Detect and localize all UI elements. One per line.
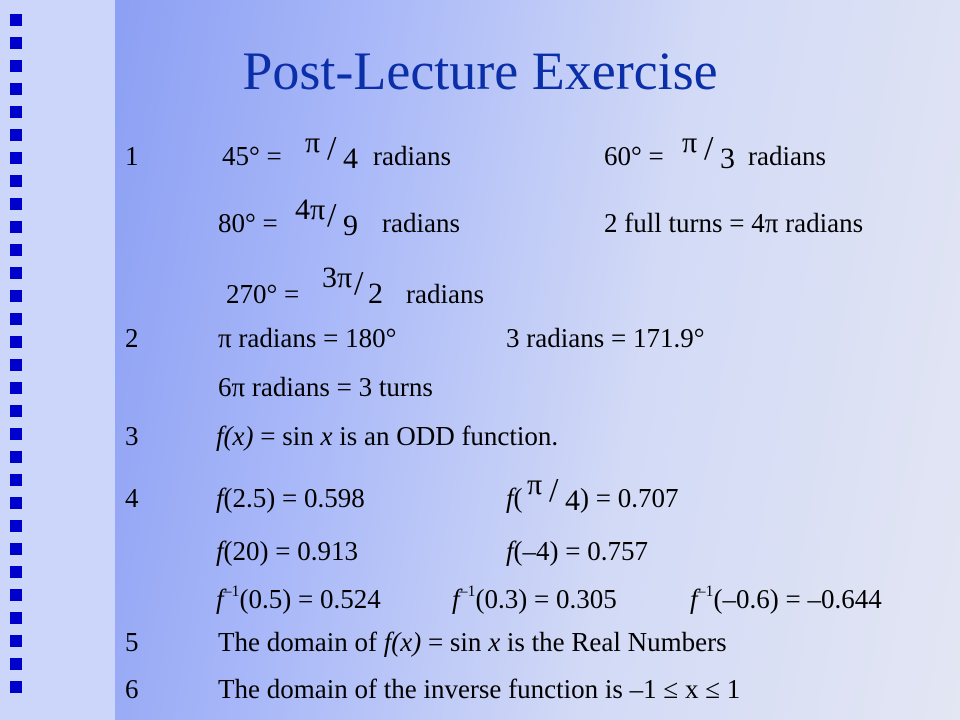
q4-g: [690, 584, 882, 619]
q5-mid: = sin: [421, 627, 489, 657]
q2-number: 2: [125, 323, 139, 353]
bullet-square: [10, 267, 22, 279]
q4-g-sup: –1: [697, 583, 714, 600]
bullet-square: [10, 658, 22, 670]
q4-e-f: f: [216, 584, 224, 614]
q4-e: [216, 584, 381, 619]
q1-c-unit: radians: [382, 208, 460, 238]
bullet-square: [10, 175, 22, 187]
bullet-square: [10, 635, 22, 647]
q4-a: [216, 483, 365, 513]
q1-number: 1: [125, 141, 139, 171]
fraction-slash: /: [327, 197, 337, 234]
fraction-slash: /: [549, 472, 559, 509]
bullet-square: [10, 451, 22, 463]
bullet-square: [10, 129, 22, 141]
q4-number: 4: [125, 483, 139, 513]
fraction-numerator: π: [305, 126, 321, 159]
fraction-denominator: 4: [565, 484, 580, 517]
bullet-square: [10, 520, 22, 532]
fraction-denominator: 2: [368, 277, 383, 310]
fraction-denominator: 4: [343, 142, 358, 175]
bullet-square: [10, 290, 22, 302]
bullet-square: [10, 543, 22, 555]
q4-b-f: f: [506, 483, 514, 513]
bullet-square: [10, 313, 22, 325]
bullet-square: [10, 681, 22, 693]
q4-g-rest: (–0.6) = –0.644: [713, 584, 882, 614]
q3-statement: [216, 421, 558, 451]
q1-e-lhs: 270° =: [226, 279, 300, 309]
q5-number: 5: [125, 627, 139, 657]
q4-c: [216, 536, 358, 566]
q2-c: 6π radians = 3 turns: [218, 372, 433, 402]
fraction-denominator: 3: [720, 142, 735, 175]
q3-number: 3: [125, 421, 139, 451]
q4-f-rest: (0.3) = 0.305: [475, 584, 617, 614]
bullet-square: [10, 497, 22, 509]
fraction-slash: /: [704, 130, 714, 167]
q4-c-rest: (20) = 0.913: [223, 536, 358, 566]
fraction-numerator: π: [527, 468, 543, 501]
bullet-square: [10, 405, 22, 417]
q1-b-unit: radians: [748, 141, 826, 171]
q5-statement: [218, 627, 727, 657]
decorative-sidebar: [0, 0, 115, 720]
bullet-square: [10, 359, 22, 371]
bullet-square: [10, 106, 22, 118]
q1-e-unit: radians: [406, 279, 484, 309]
bullet-square: [10, 14, 22, 26]
q1-a-lhs: 45° =: [222, 141, 282, 171]
q4-f: [452, 584, 617, 619]
q3-fx: f(x): [216, 421, 254, 451]
bullet-square: [10, 566, 22, 578]
q3-rest: is an ODD function.: [332, 421, 559, 451]
fraction-numerator: π: [682, 126, 698, 159]
q1-c-lhs: 80° =: [218, 208, 278, 238]
q4-d-rest: (–4) = 0.757: [513, 536, 648, 566]
q4-b-open: [506, 483, 523, 513]
bullet-square: [10, 382, 22, 394]
q4-c-f: f: [216, 536, 224, 566]
q4-b-close: ) = 0.707: [580, 483, 679, 513]
q3-x: x: [320, 421, 333, 451]
bullet-square: [10, 474, 22, 486]
fraction-slash: /: [327, 130, 337, 167]
bullet-square: [10, 221, 22, 233]
q4-g-f: f: [690, 584, 698, 614]
bullet-square: [10, 589, 22, 601]
q2-a: π radians = 180°: [218, 323, 397, 353]
q4-f-f: f: [452, 584, 460, 614]
bullet-square: [10, 198, 22, 210]
bullet-square: [10, 244, 22, 256]
bullet-square: [10, 428, 22, 440]
q4-e-sup: –1: [223, 583, 240, 600]
bullet-square: [10, 152, 22, 164]
q5-pre: The domain of: [218, 627, 384, 657]
q2-b: 3 radians = 171.9°: [506, 323, 705, 353]
q4-a-rest: (2.5) = 0.598: [223, 483, 365, 513]
fraction-numerator: 3π: [322, 261, 353, 294]
fraction-slash: /: [354, 265, 364, 302]
q4-d: [506, 536, 648, 566]
slide-title: Post-Lecture Exercise: [242, 41, 718, 101]
q4-f-sup: –1: [459, 583, 476, 600]
q4-e-rest: (0.5) = 0.524: [239, 584, 381, 614]
q3-text: = sin: [253, 421, 321, 451]
q4-b-paren: (: [513, 483, 523, 513]
q4-a-f: f: [216, 483, 224, 513]
q6-statement: The domain of the inverse function is –1 ≤ x ≤ 1: [218, 674, 741, 704]
q4-d-f: f: [506, 536, 514, 566]
q5-fx: f(x): [383, 627, 422, 657]
q1-d-text: 2 full turns = 4π radians: [604, 208, 864, 238]
bullet-square: [10, 336, 22, 348]
q6-number: 6: [125, 674, 139, 704]
q5-x: x: [488, 627, 501, 657]
bullet-square: [10, 612, 22, 624]
fraction-numerator: 4π: [295, 193, 326, 226]
q1-b-lhs: 60° =: [604, 141, 664, 171]
q5-post: is the Real Numbers: [500, 627, 727, 657]
q1-a-unit: radians: [373, 141, 451, 171]
fraction-denominator: 9: [343, 209, 358, 242]
